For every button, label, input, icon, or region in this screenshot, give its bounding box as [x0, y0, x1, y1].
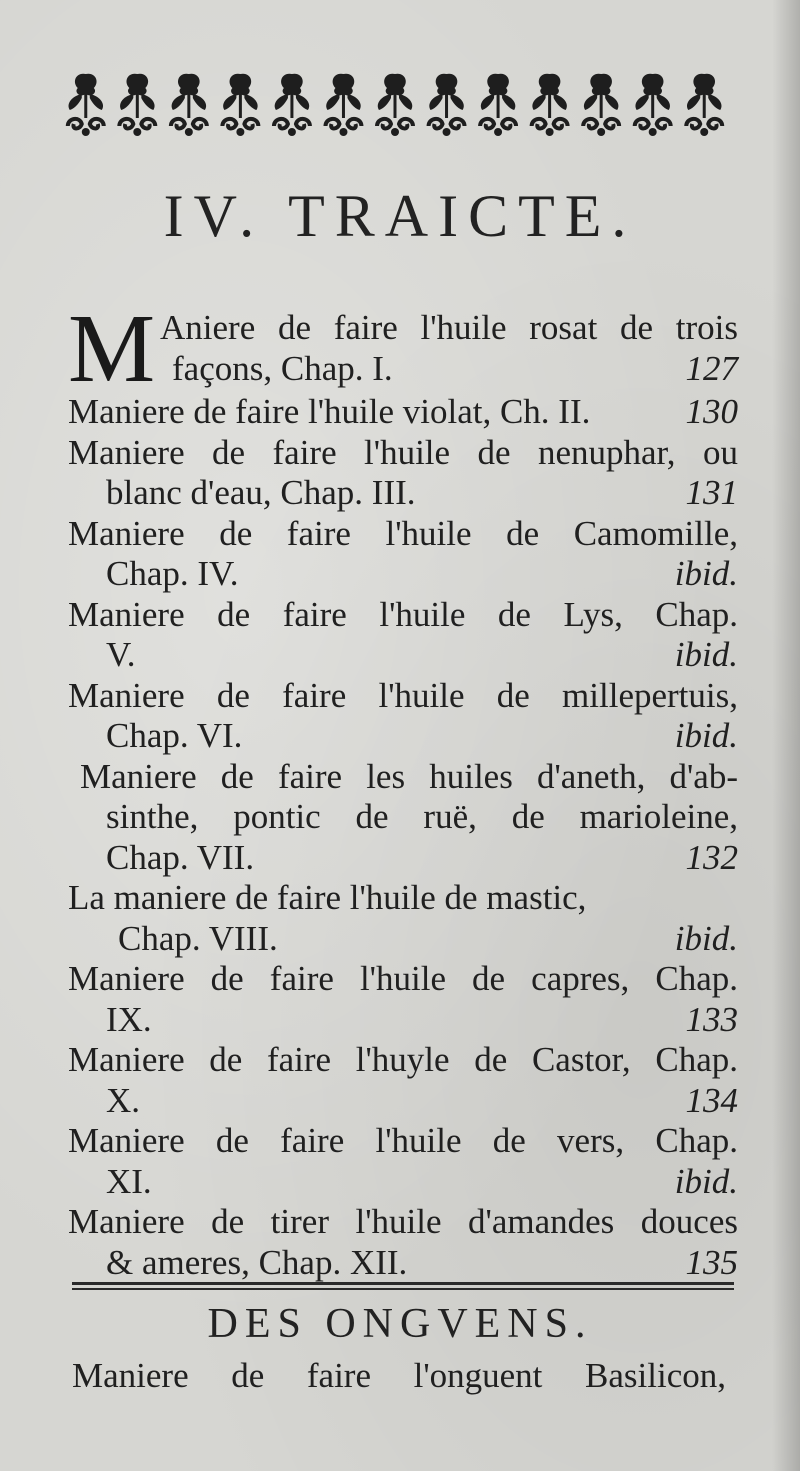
- fleuron-ornament-band: [60, 68, 730, 146]
- entry-line: Maniere de faire l'huile de vers, Chap.: [68, 1121, 738, 1160]
- entry-line: Maniere de faire l'huile de millepertuis,: [68, 675, 738, 715]
- toc-entry-1: [68, 295, 738, 403]
- drop-cap: M: [68, 295, 156, 403]
- entry-chapter: Chap. VII.: [106, 837, 255, 877]
- entry-line: Maniere de faire l'huile de Lys, Chap.: [68, 594, 738, 634]
- entry-chapter: Chap. IV.: [106, 554, 239, 593]
- entry-page: 134: [685, 1080, 738, 1120]
- entry-line: Maniere de tirer l'huile d'amandes douces: [68, 1202, 738, 1241]
- toc-entry-12: [68, 1202, 738, 1283]
- entry-page: ibid.: [674, 635, 738, 674]
- toc-entry-3: [68, 433, 738, 514]
- toc-entry-2: [68, 392, 738, 433]
- entry-line: Maniere de faire l'huile de capres, Chap.: [68, 959, 738, 998]
- entry-chapter: IX.: [106, 999, 152, 1039]
- entry-chapter: Chap. VI.: [106, 716, 243, 755]
- toc-entry-5: [68, 595, 738, 676]
- entry-chapter: XI.: [106, 1161, 152, 1201]
- toc-entry-7: [68, 757, 738, 879]
- entry-chapter: façons, Chap. I.: [172, 348, 393, 388]
- entry-chapter: & ameres, Chap. XII.: [106, 1242, 408, 1282]
- entry-chapter: X.: [106, 1080, 141, 1120]
- entry-line: Aniere de faire l'huile rosat de trois: [160, 308, 738, 347]
- entry-line: Maniere de faire les huiles d'aneth, d'ab-: [80, 756, 738, 796]
- entry-line: Maniere de faire l'huyle de Castor, Chap.: [68, 1040, 738, 1079]
- toc-entry-11: [68, 1121, 738, 1202]
- entry-line-continued: sinthe, pontic de ruë, de marioleine,: [106, 797, 738, 836]
- toc-entry-4: [68, 514, 738, 595]
- toc-entry-6: [68, 676, 738, 757]
- entry-page: ibid.: [674, 716, 738, 755]
- entry-page: 131: [685, 473, 738, 512]
- toc-entry-10: [68, 1040, 738, 1121]
- entry-page: ibid.: [674, 1161, 738, 1201]
- entry-page: 127: [685, 348, 738, 388]
- entry-line: Maniere de faire l'huile violat, Ch. II.: [68, 392, 591, 431]
- section-heading: DES ONGVENS.: [207, 1301, 593, 1347]
- entry-line: La maniere de faire l'huile de mastic,: [68, 878, 587, 917]
- treatise-title: IV. TRAICTE.: [163, 183, 637, 249]
- entry-line: Maniere de faire l'huile de nenuphar, ou: [68, 432, 738, 472]
- entry-chapter: blanc d'eau, Chap. III.: [106, 473, 416, 512]
- entry-page: 133: [685, 999, 738, 1039]
- entry-chapter: V.: [106, 635, 136, 674]
- entry-page: 130: [685, 392, 738, 431]
- entry-page: ibid.: [674, 554, 738, 593]
- toc-entry-8: [68, 878, 738, 959]
- entry-page: 135: [685, 1242, 738, 1282]
- toc-entry-9: [68, 959, 738, 1040]
- double-rule-divider: [72, 1282, 734, 1291]
- entry-chapter: Chap. VIII.: [118, 918, 278, 958]
- entry-page: 132: [685, 837, 738, 877]
- continued-entry-line: Maniere de faire l'onguent Basilicon,: [72, 1356, 726, 1395]
- entry-page: ibid.: [674, 918, 738, 958]
- table-of-contents: [68, 295, 738, 1283]
- entry-line: Maniere de faire l'huile de Camomille,: [68, 513, 738, 553]
